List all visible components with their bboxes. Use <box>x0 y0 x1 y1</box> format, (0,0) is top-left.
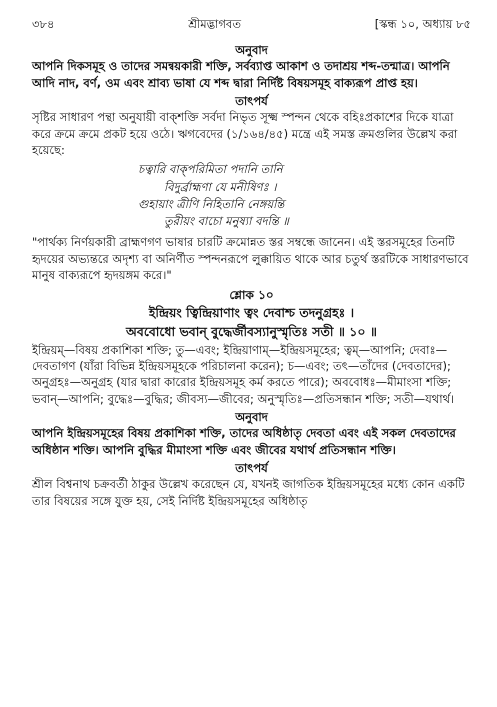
purport-text: সৃষ্টির সাধারণ পন্থা অনুযায়ী বাক্শক্তি সর্বদা নিভৃত সূক্ষ্ম স্পন্দন থেকে বহিঃপ্রকাশের দিকে যাত্রা করে ক্রমে ক্রমে প্রকট হয়ে ওঠে। ঋগবেদের (১/১৬৪/৪৫) মন্ত্রে এই সমস্ত ক্রমগুলির উল্লেখ করা হয়েছে: <box>32 110 458 157</box>
translation-heading: অনুবাদ <box>235 43 268 57</box>
word-synonyms: ইন্দ্রিয়ম্—বিষয় প্রকাশিকা শক্তি; তু—এবং; ইন্দ্রিয়াণাম্—ইন্দ্রিয়সমূহের; ত্বম্—আপনি; দেবাঃ—দেবতাগণ (যাঁরা বিভিন্ন ইন্দ্রিয়সমূহকে পরিচালনা করেন); চ—এবং; তৎ—তাঁদের (দেবতাদের); অনুগ্রহঃ—অনুগ্রহ (যার দ্বারা কারোর ইন্দ্রিয়সমূহ কর্ম করতে পারে); অববোধঃ—মীমাংসা শক্তি; ভবান্—আপনি; বুদ্ধেঃ—বুদ্ধির; জীবস্য—জীবের; অনুস্মৃতিঃ—প্রতিসন্ধান শক্তি; সতী—যথার্থ। <box>32 342 455 406</box>
page-header <box>32 16 471 40</box>
page-number: ৩৮৪ <box>32 17 55 31</box>
purport-heading: তাৎপর্য <box>235 93 268 108</box>
translation-text: আপনি ইন্দ্রিয়সমূহের বিষয় প্রকাশিকা শক্তি, তাদের অধিষ্ঠাতৃ দেবতা এবং এই সকল দেবতাদের অধিষ্ঠান শক্তি। আপনি বুদ্ধির মীমাংসা শক্তি এবং জীবের যথার্থ প্রতিসন্ধান শক্তি। <box>32 426 456 457</box>
book-title: শ্রীমদ্ভাগবত <box>188 17 241 31</box>
translation-text: আপনি দিকসমূহ ও তাদের সমন্বয়কারী শক্তি, সর্বব্যাপ্ত আকাশ ও তদাশ্রয় শব্দ-তন্মাত্র। আপনি আদি নাদ, বর্ণ, ওম এবং শ্রাব্য ভাষা যে শব্দ দ্বারা নির্দিষ্ট বিষয়সমূহ বাক্যরূপ প্রাপ্ত হয়। <box>32 59 450 90</box>
chapter-reference: [স্কন্ধ ১০, অধ্যায় ৮৫ <box>374 17 471 31</box>
vedic-verse <box>138 161 471 230</box>
shloka-heading: শ্লোক ১০ <box>229 288 274 303</box>
shloka-line: অববোধো ভবান্ বুদ্ধের্জীবস্যানুস্মৃতিঃ সতী ॥ ১০ ॥ <box>126 324 377 340</box>
shloka-line: ইন্দ্রিয়ং ত্বিন্দ্রিয়াণাং ত্বং দেবাশ্চ তদনুগ্রহঃ । <box>148 305 355 321</box>
verse-line: গুহায়াং ত্রীণি নিহিতানি নেঙ্গয়ন্তি <box>138 196 285 211</box>
verse-line: বিদুর্ব্রাহ্মণা যে মনীষিণঃ । <box>164 179 277 194</box>
purport-heading: তাৎপর্য <box>235 461 268 476</box>
verse-translation-quote: "পার্থক্য নির্ণয়কারী ব্রাহ্মণগণ ভাষার চারটি ক্রমোন্নত স্তর সম্বন্ধে জানেন। এই স্তরসমূহের তিনটি হৃদয়ের অভ্যন্তরে অদৃশ্য বা অনির্ণীত স্পন্দনরূপে লুক্কায়িত থাকে আর চতুর্থ স্তরটিকে সাধারণভাবে মানুষ বাক্যরূপে হৃদয়ঙ্গম করে।" <box>32 235 469 282</box>
verse-line: চত্বারি বাক্পরিমিতা পদানি তানি <box>138 162 283 177</box>
purport-text: শ্রীল বিশ্বনাথ চক্রবর্তী ঠাকুর উল্লেখ করেছেন যে, যখনই জাগতিক ইন্দ্রিয়সমূহের মধ্যে কোন একটি তার বিষয়ের সঙ্গে যুক্ত হয়, সেই নির্দিষ্ট ইন্দ্রিয়সমূহের অধিষ্ঠাতৃ <box>32 477 465 508</box>
verse-line: তুরীয়ং বাচো মনুষ্যা বদন্তি ॥ <box>164 214 289 229</box>
translation-heading: অনুবাদ <box>235 410 268 425</box>
